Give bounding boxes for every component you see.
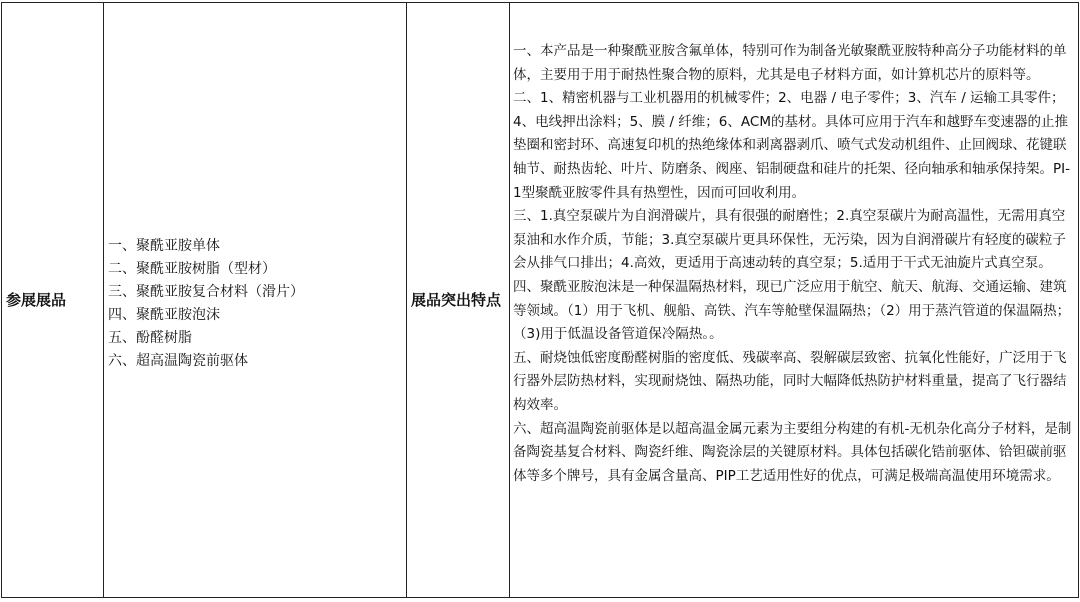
exhibit-item: 三、聚酰亚胺复合材料（滑片） bbox=[108, 283, 304, 300]
feature-paragraph: 三、1.真空泵碳片为自润滑碳片，具有很强的耐磨性；2.真空泵碳片为耐高温性，无需用真空泵油和水作介质，节能；3.真空泵碳片更具环保性，无污染，因为自润滑碳片有轻度的碳粒子会从排气口排出；4.高效，更适用于高速动转的真空泵；5.适用于干式无油旋片式真空泵。 bbox=[513, 208, 1066, 272]
feature-description bbox=[513, 40, 1073, 488]
features-header: 展品突出特点 bbox=[411, 290, 502, 309]
feature-paragraph: 四、聚酰亚胺泡沫是一种保温隔热材料，现已广泛应用于航空、航天、航海、交通运输、建筑等领域。（1）用于飞机、舰船、高铁、汽车等舱壁保温隔热；（2）用于蒸汽管道的保温隔热；（3)用于低温设备管道保冷隔热。。 bbox=[513, 278, 1071, 343]
exhibit-item: 六、超高温陶瓷前驱体 bbox=[108, 352, 248, 369]
exhibits-header: 参展展品 bbox=[6, 290, 67, 309]
exhibit-item: 五、酚醛树脂 bbox=[108, 329, 192, 346]
exhibit-items-cell bbox=[103, 2, 406, 598]
feature-paragraph: 二、1、精密机器与工业机器用的机械零件；2、电器 / 电子零件；3、汽车 / 运输工具零件；4、电线押出涂料；5、膜 / 纤维；6、ACM的基材。具体可应用于汽车和越野车变速器的止推垫圈和密封环、高速复印机的热绝缘体和剥离器剥爪、喷气式发动机组件、止回阀球、花键联轴节、耐热齿轮、叶片、防磨条、阀座、铝制硬盘和硅片的托架、径向轴承和轴承保持架。PI-1型聚酰亚胺零件具有热塑性，因而可回收利用。 bbox=[513, 90, 1070, 201]
exhibit-item: 二、聚酰亚胺树脂（型材） bbox=[108, 260, 276, 277]
exhibits-header-cell bbox=[1, 2, 103, 598]
exhibit-item: 一、聚酰亚胺单体 bbox=[108, 237, 220, 254]
feature-paragraph: 五、耐烧蚀低密度酚醛树脂的密度低、残碳率高、裂解碳层致密、抗氧化性能好，广泛用于飞行器外层防热材料，实现耐烧蚀、隔热功能，同时大幅降低热防护材料重量，提高了飞行器结构效率。 bbox=[513, 349, 1067, 413]
exhibit-items-list bbox=[104, 228, 304, 373]
features-header-cell bbox=[406, 2, 509, 598]
exhibit-item: 四、聚酰亚胺泡沫 bbox=[108, 306, 220, 323]
feature-paragraph: 一、本产品是一种聚酰亚胺含氟单体，特别可作为制备光敏聚酰亚胺特种高分子功能材料的单体，主要用于用于耐热性聚合物的原料，尤其是电子材料方面，如计算机芯片的原料等。 bbox=[513, 43, 1067, 83]
feature-paragraph: 六、超高温陶瓷前驱体是以超高温金属元素为主要组分构建的有机-无机杂化高分子材料，是制备陶瓷基复合材料、陶瓷纤维、陶瓷涂层的关键原材料。具体包括碳化锆前驱体、铪钽碳前驱体等多个牌号，具有金属含量高、PIP工艺适用性好的优点，可满足极端高温使用环境需求。 bbox=[513, 420, 1072, 484]
